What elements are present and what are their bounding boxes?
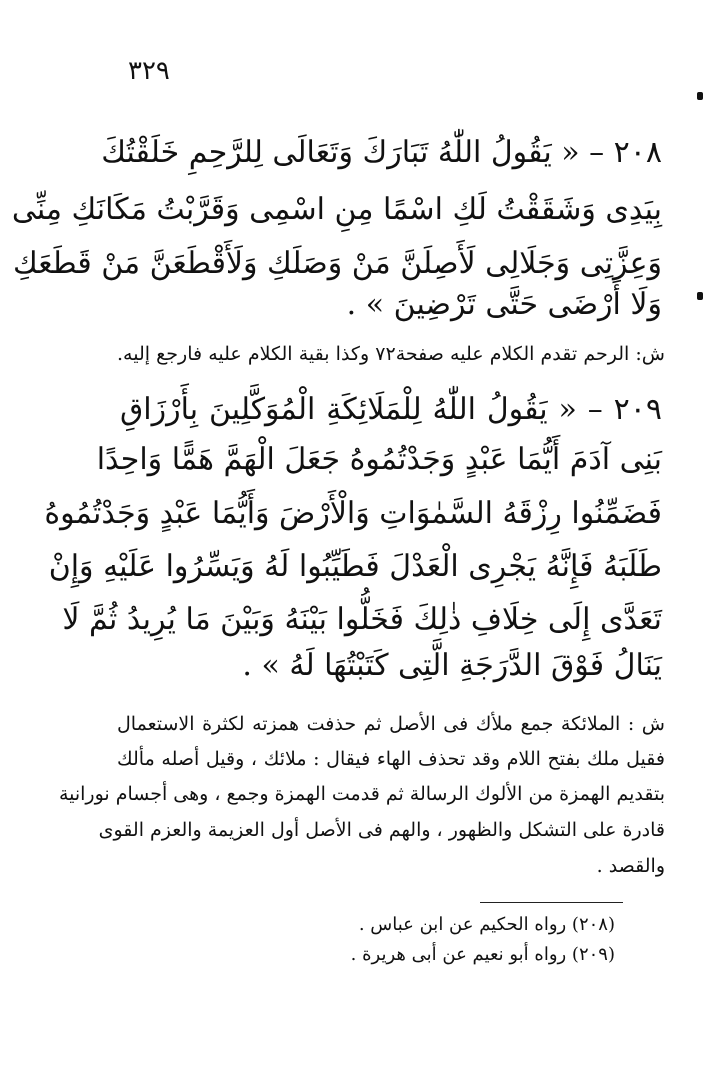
footnote-208: (٢٠٨) رواه الحكيم عن ابن عباس .: [358, 914, 615, 935]
hadith-209-line: فَضَمِّنُوا رِزْقَهُ السَّمٰوَاتِ وَالْأَرْضَ وَأَيُّمَا عَبْدٍ وَجَدْتُمُوهُ: [44, 496, 662, 531]
note-208: ش: الرحم تقدم الكلام عليه صفحة٧٢ وكذا بقية الكلام عليه فارجع إليه.: [117, 343, 666, 365]
note-209-line: ش : الملائكة جمع ملأك فى الأصل ثم حذفت همزته لكثرة الاستعمال: [117, 713, 665, 735]
hadith-209-line: يَنَالُ فَوْقَ الدَّرَجَةِ الَّتِى كَتَبْتُهَا لَهُ » .: [242, 648, 662, 683]
note-209-line: قادرة على التشكل والظهور ، والهم فى الأصل أول العزيمة والعزم القوى: [98, 819, 665, 841]
hadith-208-line: وَلَا أَرْضَى حَتَّى تَرْضِينَ » .: [346, 287, 662, 322]
scan-edge-mark: [697, 292, 703, 300]
scan-edge-mark: [697, 92, 703, 100]
hadith-209-line: بَنِى آدَمَ أَيُّمَا عَبْدٍ وَجَدْتُمُوهُ جَعَلَ الْهَمَّ هَمًّا وَاحِدًا: [96, 442, 662, 477]
page-number: ٣٢٩: [128, 56, 170, 86]
note-209-line: فقيل ملك بفتح اللام وقد تحذف الهاء فيقال : ملائك ، وقيل أصله مألك: [117, 748, 665, 770]
hadith-209-line: ٢٠٩ – « يَقُولُ اللّٰهُ لِلْمَلَائِكَةِ الْمُوَكَّلِينَ بِأَرْزَاقِ: [120, 392, 662, 427]
hadith-208-line: بِيَدِى وَشَقَقْتُ لَكِ اسْمًا مِنِ اسْمِى وَقَرَّبْتُ مَكَانَكِ مِنِّى: [11, 192, 662, 227]
hadith-209-line: تَعَدَّى إِلَى خِلَافِ ذٰلِكَ فَخَلُّوا بَيْنَهُ وَبَيْنَ مَا يُرِيدُ ثُمَّ لَا: [62, 602, 662, 637]
footnote-divider: [480, 902, 623, 903]
hadith-209-line: طَلَبَهُ فَإِنَّهُ يَجْرِى الْعَدْلَ فَطَيِّبُوا لَهُ وَيَسِّرُوا عَلَيْهِ وَإِنْ: [48, 549, 662, 584]
footnote-209: (٢٠٩) رواه أبو نعيم عن أبى هريرة .: [350, 944, 615, 965]
hadith-208-line: وَعِزَّتِى وَجَلَالِى لَأَصِلَنَّ مَنْ وَصَلَكِ وَلَأَقْطَعَنَّ مَنْ قَطَعَكِ: [12, 246, 662, 281]
note-209-line: والقصد .: [596, 855, 665, 877]
note-209-line: بتقديم الهمزة من الألوك الرسالة ثم قدمت الهمزة وجمع ، وهى أجسام نورانية: [58, 783, 665, 805]
hadith-208-line: ٢٠٨ – « يَقُولُ اللّٰهُ تَبَارَكَ وَتَعَالَى لِلرَّحِمِ خَلَقْتُكَ: [101, 135, 662, 170]
